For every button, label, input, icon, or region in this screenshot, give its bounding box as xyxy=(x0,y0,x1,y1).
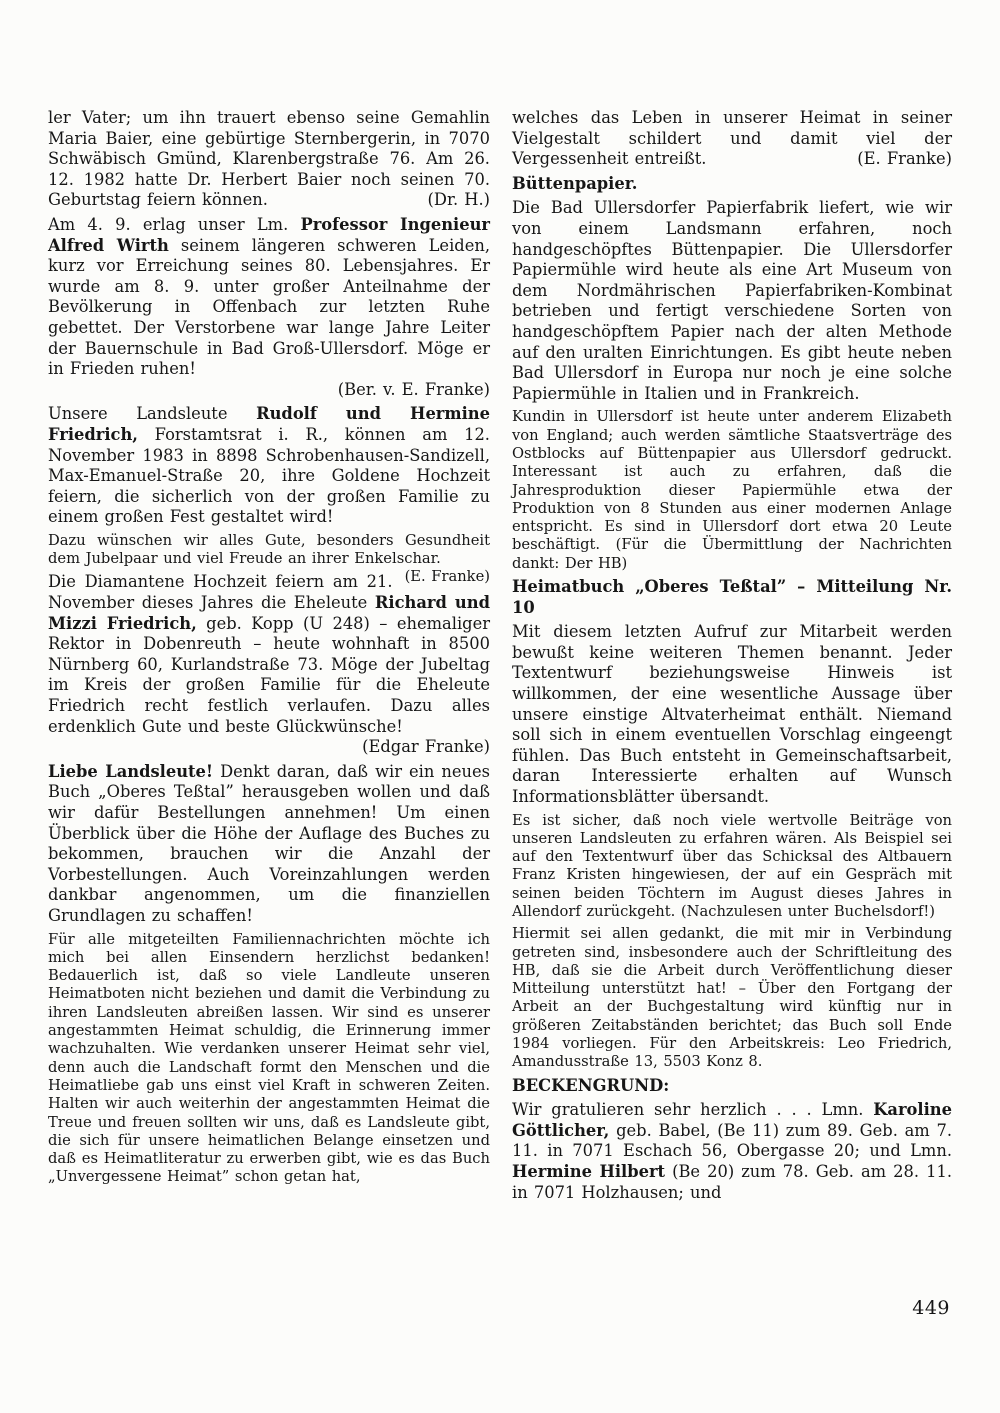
text-run: welches das Leben in unserer Heimat in seiner Vielgestalt schildert und damit viel der Vergessenheit entreißt. xyxy=(512,108,952,169)
text-run: Forstamtsrat i. R., können am 12. November 1983 in 8898 Schrobenhausen-Sandizell, Max-Emanuel-Straße 20, ihre Goldene Hochzeit feiern, die sicherlich von der großen Familie zu einem großen Fest gestaltet wird! xyxy=(48,424,490,527)
section-heading xyxy=(512,1076,952,1097)
bold-text-run: Professor Ingenieur Alfred Wirth xyxy=(48,214,490,255)
paragraph xyxy=(512,108,952,170)
paragraph xyxy=(48,531,490,586)
bold-text-run: Hermine Hilbert xyxy=(512,1162,666,1182)
text-run: Unsere Landsleute xyxy=(48,404,257,424)
text-run: geb. Babel, (Be 11) zum 89. Geb. am 7. 11. in 7071 Eschach 56, Obergasse 20; und Lmn. xyxy=(512,1120,952,1161)
text-run: Am 4. 9. erlag unser Lm. xyxy=(48,214,301,234)
paragraph xyxy=(48,931,490,1187)
signature: (Ber. v. E. Franke) xyxy=(337,379,490,399)
bold-text-run: Rudolf und Hermine Friedrich, xyxy=(48,404,490,444)
paragraph xyxy=(512,198,952,404)
paragraph xyxy=(512,622,952,807)
bold-text-run: Heimatbuch „Oberes Teßtal” – Mitteilung Nr. 10 xyxy=(512,576,952,617)
section-heading xyxy=(512,577,952,618)
bold-text-run: Richard und Mizzi Friedrich, xyxy=(48,593,490,633)
text-run: Dazu wünschen wir alles Gute, besonders Gesundheit dem Jubelpaar und viel Freude an ihrer Enkelschar. xyxy=(48,531,490,568)
signature: (E. Franke) xyxy=(404,568,490,586)
text-run: Denkt daran, daß wir ein neues Buch „Oberes Teßtal” herausgeben wollen und daß wir dafür Bestellungen annehmen! Um einen Überblick über die Höhe der Auflage des Buches zu bekommen, brauchen wir die Anzahl der Vorbestellungen. Auch Voreinzahlungen werden dankbar angenommen, um die finanziellen Grundlagen zu schaffen! xyxy=(48,761,490,925)
section-heading xyxy=(512,174,952,195)
left-column xyxy=(48,104,490,1187)
right-column xyxy=(512,104,952,1203)
text-run: (Be 20) zum 78. Geb. am 28. 11. in 7071 Holzhausen; und xyxy=(512,1162,952,1202)
bold-text-run: Liebe Landsleute! xyxy=(48,761,214,781)
text-run: Es ist sicher, daß noch viele wertvolle Beiträge von unseren Landsleuten zu erfahren wären. Als Beispiel sei auf den Textentwurf über das Schicksal des Altbauern Franz Kristen hingewiesen, der auf ein Gespräch mit seinen beiden Töchtern im August dieses Jahres in Allendorf zurückgeht. (Nachzulesen unter Buchelsdorf!) xyxy=(512,811,952,920)
text-run: Die Diamantene Hochzeit feiern am 21. November dieses Jahres die Eheleute xyxy=(48,572,393,613)
signature: (E. Franke) xyxy=(857,149,952,169)
signature: (Dr. H.) xyxy=(427,190,490,210)
paragraph xyxy=(48,215,490,400)
signature: (Edgar Franke) xyxy=(362,737,490,757)
text-run: geb. Kopp (U 248) – ehemaliger Rektor in Dobenreuth – heute wohnhaft in 8500 Nürnberg 60, Kurlandstraße 73. Möge der Jubeltag im Kreis der großen Familie für die Eheleute Friedrich recht festlich verlaufen. Dazu alles erdenklich Gute und beste Glückwünsche! xyxy=(48,613,490,736)
paragraph xyxy=(512,408,952,573)
text-run: Hiermit sei allen gedankt, die mit mir in Verbindung getreten sind, insbesondere auch der Schriftleitung des HB, daß sie die Arbeit durch Veröffentlichung dieser Mitteilung unterstützt hat! – Über den Fortgang der Arbeit an der Buchgestaltung wird künftig nur in größeren Zeitabständen berichtet; das Buch soll Ende 1984 vorliegen. Für den Arbeitskreis: Leo Friedrich, Amandusstraße 13, 5503 Konz 8. xyxy=(512,925,952,1071)
bold-text-run: Karoline Göttlicher, xyxy=(512,1100,952,1140)
text-run: ler Vater; um ihn trauert ebenso seine Gemahlin Maria Baier, eine gebürtige Sternbergerin, in 7070 Schwäbisch Gmünd, Klarenbergstraße 76. Am 26. 12. 1982 hatte Dr. Herbert Baier noch seinen 70. Geburtstag feiern können. xyxy=(48,108,490,210)
text-run: Die Bad Ullersdorfer Papierfabrik liefert, wie wir von einem Landsmann erfahren, noch handgeschöpftes Büttenpapier. Die Ullersdorfer Papiermühle wird heute als eine Art Museum von dem Nordmährischen Papierfabriken-Kombinat betrieben und fertigt verschiedene Sorten von handgeschöpftem Papier nach der alten Methode auf den uralten Einrichtungen. Es gibt heute neben Bad Ullersdorf in Europa nur noch je eine solche Papiermühle in Italien und in Frankreich. xyxy=(512,198,952,403)
bold-text-run: Büttenpapier. xyxy=(512,173,638,193)
paragraph xyxy=(512,1100,952,1203)
bold-text-run: BECKENGRUND: xyxy=(512,1075,670,1095)
paragraph xyxy=(48,762,490,927)
text-run: Kundin in Ullersdorf ist heute unter anderem Elizabeth von England; auch werden sämtliche Staatsverträge des Ostblocks auf Büttenpapier aus Ullersdorf gedruckt. Interessant ist auch zu erfahren, daß die Jahresproduktion dieser Papiermühle etwa der Produktion von 8 Stunden aus einer modernen Anlage entspricht. Es sind in Ullersdorf dort etwa 20 Leute beschäftigt. (Für die Übermittlung der Nachrichten dankt: Der HB) xyxy=(512,408,952,572)
page-number: 449 xyxy=(912,1297,950,1319)
paragraph xyxy=(512,925,952,1071)
text-run: Wir gratulieren sehr herzlich . . . Lmn. xyxy=(512,1100,874,1120)
paragraph xyxy=(512,812,952,922)
paragraph xyxy=(48,572,490,757)
paragraph xyxy=(48,108,490,211)
text-run: Mit diesem letzten Aufruf zur Mitarbeit werden bewußt keine weiteren Themen benannt. Jeder Textentwurf beziehungsweise Hinweis ist willkommen, der eine wesentliche Aussage über unsere einstige Altvaterheimat enthält. Niemand soll sich in einem eventuellen Vorschlag eingeengt fühlen. Das Buch entsteht in Gemeinschaftsarbeit, daran Interessierte erhalten auf Wunsch Informationsblätter übersandt. xyxy=(512,622,952,806)
paragraph xyxy=(48,404,490,528)
text-run: seinem längeren schweren Leiden, kurz vor Erreichung seines 80. Lebensjahres. Er wurde am 8. 9. unter großer Anteilnahme der Bevölkerung in Offenbach zur letzten Ruhe gebettet. Der Verstorbene war lange Jahre Leiter der Bauernschule in Bad Groß-Ullersdorf. Möge er in Frieden ruhen! xyxy=(48,235,490,379)
text-run: Für alle mitgeteilten Familiennachrichten möchte ich mich bei allen Einsendern herzlichst bedanken! Bedauerlich ist, daß so viele Landleute unseren Heimatboten nicht beziehen und damit die Verbindung zu ihren Landsleuten abreißen lassen. Wir sind es unserer angestammten Heimat schuldig, die Erinnerung immer wachzuhalten. Wie verdanken unserer Heimat sehr viel, denn auch die Landschaft formt den Menschen und die Heimatliebe gab uns einst viel Kraft in schweren Zeiten. Halten wir auch weiterhin der angestammten Heimat die Treue und freuen sollten wir uns, daß es Landsleute gibt, die sich für unsere heimatlichen Belange einsetzen und daß es Heimatliteratur zu erwerben gibt, wie es das Buch „Unvergessene Heimat” schon getan hat, xyxy=(48,930,490,1186)
